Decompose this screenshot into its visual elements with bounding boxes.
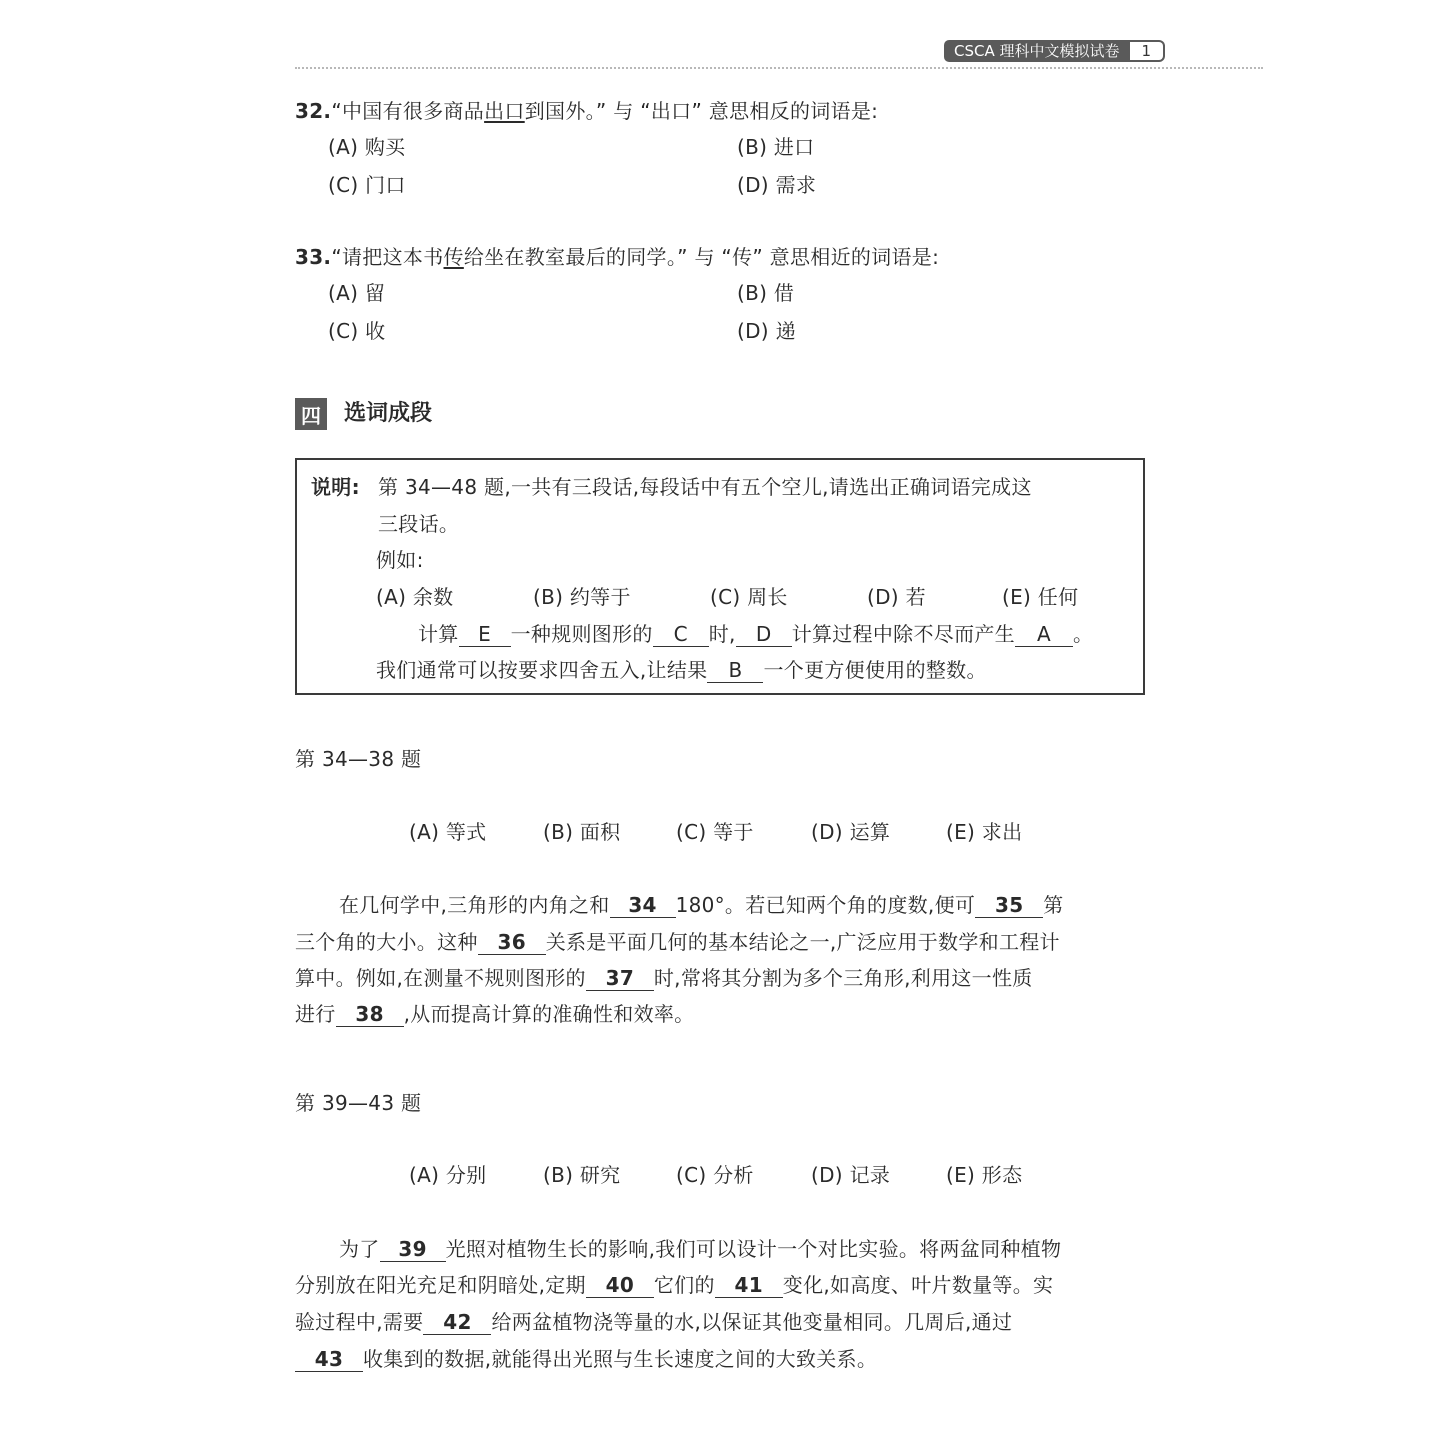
- blank: A: [1015, 622, 1073, 647]
- group2-para-line-3: [295, 1309, 1012, 1335]
- group2-option-e: (E) 形态: [946, 1163, 1023, 1187]
- header-page-number: 1: [1130, 40, 1166, 62]
- blank-36: 36: [478, 930, 546, 955]
- example-option-b: (B) 约等于: [533, 585, 631, 609]
- running-header: [944, 38, 1165, 64]
- blank-39: 39: [380, 1237, 446, 1262]
- group2-para-line-2: [295, 1272, 1053, 1298]
- blank-35: 35: [975, 893, 1043, 918]
- instructions-line-2: 三段话。: [378, 512, 460, 536]
- question-number: 32.: [295, 99, 332, 123]
- option-33-a: (A) 留: [328, 281, 386, 305]
- blank: D: [736, 622, 792, 647]
- stem-text: “请把这本书: [331, 245, 444, 269]
- paragraph-text: 验过程中,需要: [295, 1310, 424, 1334]
- option-33-c: (C) 收: [328, 319, 386, 343]
- section-number-badge: 四: [295, 398, 327, 430]
- example-option-d: (D) 若: [867, 585, 926, 609]
- option-32-b: (B) 进口: [737, 135, 815, 159]
- paragraph-text: 关系是平面几何的基本结论之一,广泛应用于数学和工程计: [545, 930, 1060, 954]
- paragraph-text: 它们的: [653, 1273, 715, 1297]
- example-sentence-line-1: [418, 621, 1093, 647]
- blank: E: [459, 622, 511, 647]
- group-39-43-heading: 第 39—43 题: [295, 1091, 422, 1115]
- sentence-text: 计算: [418, 622, 459, 646]
- group2-option-a: (A) 分别: [409, 1163, 487, 1187]
- paragraph-text: 时,常将其分割为多个三角形,利用这一性质: [653, 966, 1033, 990]
- paragraph-text: 分别放在阳光充足和阴暗处,定期: [295, 1273, 586, 1297]
- blank-43: 43: [295, 1347, 363, 1372]
- group2-option-c: (C) 分析: [676, 1163, 754, 1187]
- blank-37: 37: [586, 966, 654, 991]
- paragraph-text: 三个角的大小。这种: [295, 930, 478, 954]
- example-option-a: (A) 余数: [376, 585, 454, 609]
- example-label: 例如:: [376, 548, 424, 572]
- underlined-word: 传: [443, 245, 464, 269]
- paragraph-text: 变化,如高度、叶片数量等。实: [782, 1273, 1054, 1297]
- question-32-stem: [295, 98, 878, 124]
- option-32-d: (D) 需求: [737, 173, 817, 197]
- paragraph-text: ,从而提高计算的准确性和效率。: [403, 1002, 695, 1026]
- group1-option-a: (A) 等式: [409, 820, 487, 844]
- paragraph-text: 光照对植物生长的影响,我们可以设计一个对比实验。将两盆同种植物: [445, 1237, 1062, 1261]
- underlined-word: 出口: [484, 99, 525, 123]
- blank-40: 40: [586, 1273, 654, 1298]
- group1-option-e: (E) 求出: [946, 820, 1023, 844]
- group1-option-d: (D) 运算: [811, 820, 891, 844]
- option-33-b: (B) 借: [737, 281, 795, 305]
- question-number: 33.: [295, 245, 332, 269]
- example-option-e: (E) 任何: [1002, 585, 1079, 609]
- example-sentence-line-2: [376, 657, 987, 683]
- sentence-text: 计算过程中除不尽而产生: [791, 622, 1015, 646]
- blank-34: 34: [610, 893, 676, 918]
- paragraph-text: 180°。若已知两个角的度数,便可: [675, 893, 976, 917]
- group1-para-line-2: [295, 929, 1060, 955]
- group1-para-line-1: [339, 892, 1064, 918]
- group2-para-line-1: [339, 1236, 1061, 1262]
- group1-option-c: (C) 等于: [676, 820, 754, 844]
- option-32-a: (A) 购买: [328, 135, 406, 159]
- paragraph-text: 进行: [295, 1002, 336, 1026]
- sentence-text: 一个更方便使用的整数。: [763, 658, 987, 682]
- paragraph-text: 为了: [339, 1237, 380, 1261]
- instructions-line-1: 第 34—48 题,一共有三段话,每段话中有五个空儿,请选出正确词语完成这: [378, 475, 1032, 499]
- group2-para-line-4: [295, 1346, 877, 1372]
- blank-41: 41: [715, 1273, 783, 1298]
- sentence-text: 时,: [708, 622, 736, 646]
- blank: B: [707, 658, 763, 683]
- header-divider: [295, 67, 1263, 69]
- paragraph-text: 第: [1043, 893, 1064, 917]
- group-34-38-heading: 第 34—38 题: [295, 747, 422, 771]
- blank-38: 38: [336, 1002, 404, 1027]
- group1-para-line-4: [295, 1001, 694, 1027]
- header-title: CSCA 理科中文模拟试卷: [944, 40, 1130, 62]
- stem-text: 给坐在教室最后的同学。” 与 “传” 意思相近的词语是:: [463, 245, 940, 269]
- question-33-stem: [295, 244, 939, 270]
- option-32-c: (C) 门口: [328, 173, 406, 197]
- stem-text: “中国有很多商品: [331, 99, 485, 123]
- section-title: 选词成段: [344, 401, 433, 426]
- blank: C: [653, 622, 709, 647]
- instructions-label: 说明:: [311, 475, 360, 499]
- stem-text: 到国外。” 与 “出口” 意思相反的词语是:: [524, 99, 879, 123]
- group1-para-line-3: [295, 965, 1033, 991]
- group2-option-b: (B) 研究: [543, 1163, 621, 1187]
- group1-option-b: (B) 面积: [543, 820, 621, 844]
- sentence-text: 一种规则图形的: [510, 622, 653, 646]
- sentence-text: 。: [1073, 622, 1094, 646]
- paragraph-text: 算中。例如,在测量不规则图形的: [295, 966, 586, 990]
- paragraph-text: 在几何学中,三角形的内角之和: [339, 893, 610, 917]
- paragraph-text: 收集到的数据,就能得出光照与生长速度之间的大致关系。: [363, 1347, 878, 1371]
- blank-42: 42: [423, 1310, 491, 1335]
- sentence-text: 我们通常可以按要求四舍五入,让结果: [376, 658, 708, 682]
- paragraph-text: 给两盆植物浇等量的水,以保证其他变量相同。几周后,通过: [491, 1310, 1013, 1334]
- example-option-c: (C) 周长: [710, 585, 788, 609]
- group2-option-d: (D) 记录: [811, 1163, 891, 1187]
- option-33-d: (D) 递: [737, 319, 796, 343]
